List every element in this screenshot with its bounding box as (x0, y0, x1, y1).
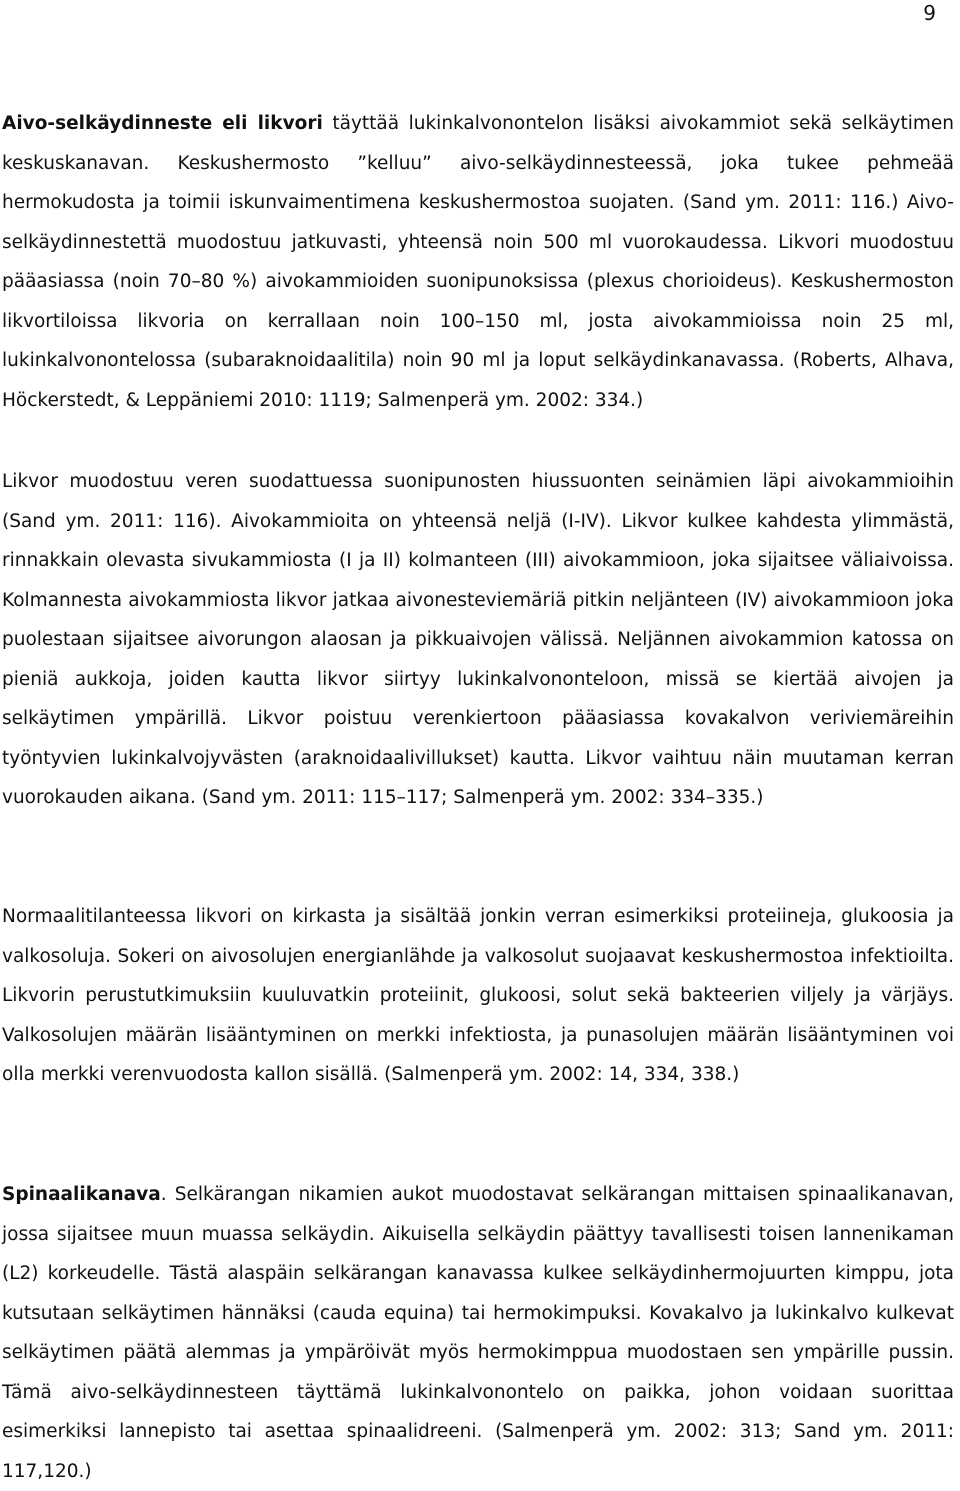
page-number: 9 (923, 1, 936, 25)
paragraph-likvori (2, 104, 954, 420)
paragraph-spinaalikanava (2, 1175, 954, 1491)
paragraph-text: täyttää lukinkalvonontelon lisäksi aivokammiot sekä selkäytimen keskuskanavan. Keskushermosto ”kelluu” aivo-selkäydinnesteessä, joka tukee pehmeää hermokudosta ja toimii iskunvaimentimena keskushermostoa suojaten. (Sand ym. 2011: 116.) Aivo-selkäydinnestettä muodostuu jatkuvasti, yhteensä noin 500 ml vuorokaudessa. Likvori muodostuu pääasiassa (noin 70–80 %) aivokammioiden suonipunoksissa (plexus chorioideus). Keskushermoston likvortiloissa likvoria on kerrallaan noin 100–150 ml, josta aivokammioissa noin 25 ml, lukinkalvonontelossa (subaraknoidaalitila) noin 90 ml ja loput selkäydinkanavassa. (Roberts, Alhava, Höckerstedt, & Leppäniemi 2010: 1119; Salmenperä ym. 2002: 334.) (2, 113, 954, 411)
paragraph-text: . Selkärangan nikamien aukot muodostavat selkärangan mittaisen spinaalikanavan, jossa sijaitsee muun muassa selkäydin. Aikuisella selkäydin päättyy tavallisesti toisen lannenikaman (L2) korkeudelle. Tästä alaspäin selkärangan kanavassa kulkee selkäydinhermojuurten kimppu, jota kutsutaan selkäytimen hännäksi (cauda equina) tai hermokimpuksi. Kovakalvo ja lukinkalvo kulkevat selkäytimen päätä alemmas ja ympäröivät myös hermokimppua muodostaen sen ympärille pussin. Tämä aivo-selkäydinnesteen täyttämä lukinkalvonontelo on paikka, johon voidaan suorittaa esimerkiksi lannepisto tai asettaa spinaalidreeni. (Salmenperä ym. 2002: 313; Sand ym. 2011: 117,120.) (2, 1184, 954, 1482)
paragraph-likvor-kierto (2, 462, 954, 818)
paragraph-text: Likvor muodostuu veren suodattuessa suonipunosten hiussuonten seinämien läpi aivokammioihin (Sand ym. 2011: 116). Aivokammioita on yhteensä neljä (I-IV). Likvor kulkee kahdesta ylimmästä, rinnakkain olevasta sivukammiosta (I ja II) kolmanteen (III) aivokammioon, joka sijaitsee väliaivoissa. Kolmannesta aivokammiosta likvor jatkaa aivonesteviemäriä pitkin neljänteen (IV) aivokammioon joka puolestaan sijaitsee aivorungon alaosan ja pikkuaivojen välissä. Neljännen aivokammion katossa on pieniä aukkoja, joiden kautta likvor siirtyy lukinkalvononteloon, missä se kiertää aivojen ja selkäytimen ympärillä. Likvor poistuu verenkiertoon pääasiassa kovakalvon veriviemäreihin työntyvien lukinkalvojyvästen (araknoidaalivillukset) kautta. Likvor vaihtuu näin muutaman kerran vuorokauden aikana. (Sand ym. 2011: 115–117; Salmenperä ym. 2002: 334–335.) (2, 471, 954, 808)
paragraph-normaalitilanne (2, 897, 954, 1095)
paragraph-text: Normaalitilanteessa likvori on kirkasta ja sisältää jonkin verran esimerkiksi proteiineja, glukoosia ja valkosoluja. Sokeri on aivosolujen energianlähde ja valkosolut suojaavat keskushermostoa infektioilta. Likvorin perustutkimuksiin kuuluvatkin proteiinit, glukoosi, solut sekä bakteerien viljely ja värjäys. Valkosolujen määrän lisääntyminen on merkki infektiosta, ja punasolujen määrän lisääntyminen voi olla merkki verenvuodosta kallon sisällä. (Salmenperä ym. 2002: 14, 334, 338.) (2, 906, 954, 1085)
term-aivo-selkaydinneste: Aivo-selkäydinneste eli likvori (2, 113, 323, 134)
term-spinaalikanava: Spinaalikanava (2, 1184, 161, 1205)
